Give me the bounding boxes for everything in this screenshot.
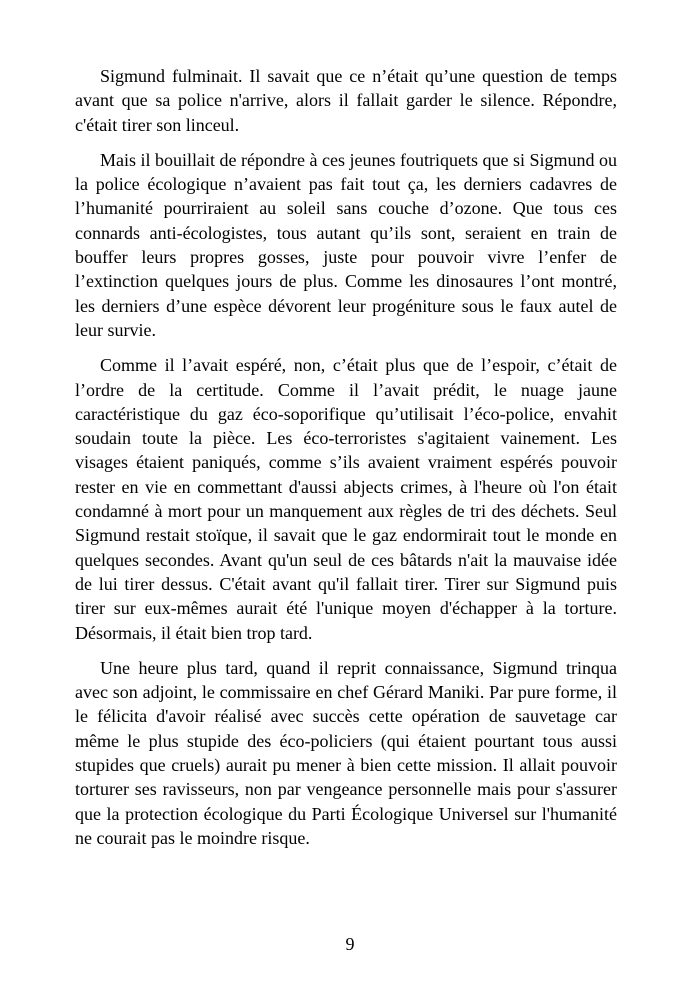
paragraph-3: Comme il l’avait espéré, non, c’était plus que de l’espoir, c’était de l’ordre de la certitude. Comme il l’avait prédit, le nuage jaune caractéristique du gaz éco-soporifique qu’utilisait l’éco-police, envahit soudain toute la pièce. Les éco-terroristes s'agitaient vainement. Les visages étaient paniqués, comme s’ils avaient vraiment espérés pouvoir rester en vie en commettant d'aussi abjects crimes, à l'heure où l'on était condamné à mort pour un manquement aux règles de tri des déchets. Seul Sigmund restait stoïque, il savait que le gaz endormirait tout le monde en quelques secondes. Avant qu'un seul de ces bâtards n'ait la mauvaise idée de lui tirer dessus. C'était avant qu'il fallait tirer. Tirer sur Sigmund puis tirer sur eux-mêmes aurait été l'unique moyen d'échapper à la torture. Désormais, il était bien trop tard.	[75, 355, 617, 643]
paragraph-2: Mais il bouillait de répondre à ces jeunes foutriquets que si Sigmund ou la police écologique n’avaient pas fait tout ça, les derniers cadavres de l’humanité pourriraient au soleil sans couche d’ozone. Que tous ces connards anti-écologistes, tous autant qu’ils sont, seraient en train de bouffer leurs propres gosses, juste pour pouvoir vivre l’enfer de l’extinction quelques jours de plus. Comme les dinosaures l’ont montré, les derniers d’une espèce dévorent leur progéniture sous le faux autel de leur survie.	[75, 149, 617, 340]
paragraph-4: Une heure plus tard, quand il reprit connaissance, Sigmund trinqua avec son adjoint, le commissaire en chef Gérard Maniki. Par pure forme, il le félicita d'avoir réalisé avec succès cette opération de sauvetage car même le plus stupide des éco-policiers (qui étaient pourtant tous aussi stupides que cruels) aurait pu mener à bien cette mission. Il allait pouvoir torturer ses ravisseurs, non par vengeance personnelle mais pour s'assurer que la protection écologique du Parti Écologique Universel sur l'humanité ne courait pas le moindre risque.	[75, 657, 617, 848]
page-body	[75, 64, 617, 861]
paragraph-1: Sigmund fulminait. Il savait que ce n’était qu’une question de temps avant que sa police n'arrive, alors il fallait garder le silence. Répondre, c'était tirer son linceul.	[75, 66, 617, 135]
page-number: 9	[345, 934, 355, 954]
